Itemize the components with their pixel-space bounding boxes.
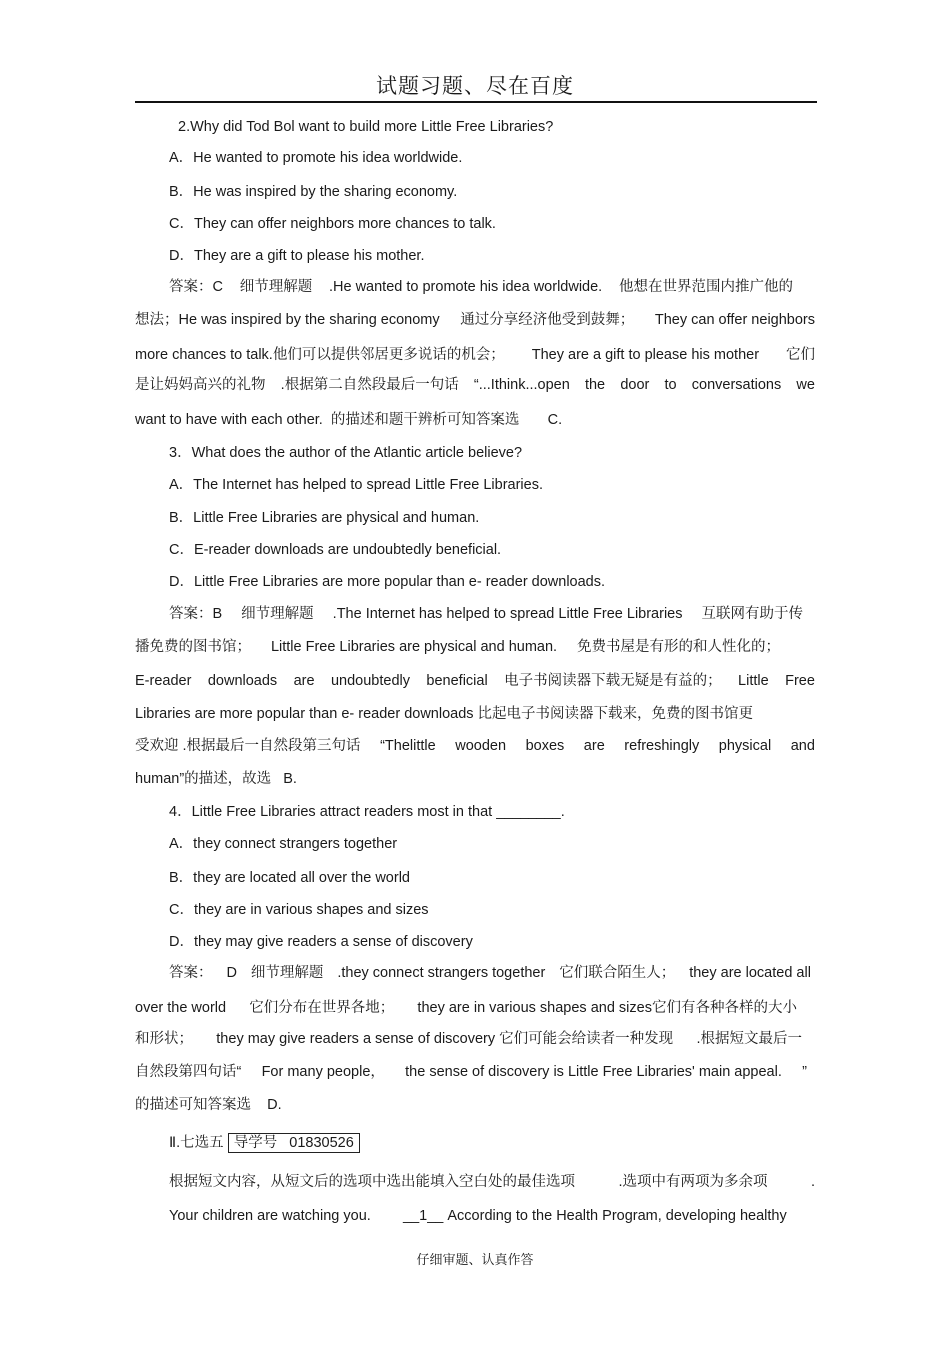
- q3-question: 3．What does the author of the Atlantic article believe?: [169, 445, 523, 461]
- section-2-passage-line: Your children are watching you. __1__ According to the Health Program, developing healthy: [169, 1208, 787, 1224]
- q2-answer-line-1: 答案：C 细节理解题 .He wanted to promote his idea worldwide. 他想在世界范围内推广他的: [169, 279, 793, 295]
- q3-option-d: D．Little Free Libraries are more popular than e- reader downloads.: [169, 574, 606, 590]
- q4-option-d: D．they may give readers a sense of discovery: [169, 934, 473, 950]
- q4-option-a: A．they connect strangers together: [169, 836, 398, 852]
- q2-answer-line-5: want to have with each other. 的描述和题干辨析可知答案选 C.: [135, 412, 563, 428]
- q4-option-b: B．they are located all over the world: [169, 870, 410, 886]
- blank-1: __1__: [403, 1208, 444, 1224]
- section-2-instruction: 根据短文内容，从短文后的选项中选出能填入空白处的最佳选项 .选项中有两项为多余项 .: [169, 1174, 815, 1190]
- q3-answer-line-1: 答案：B 细节理解题 .The Internet has helped to spread Little Free Libraries 互联网有助于传: [169, 606, 803, 622]
- q2-option-a: A．He wanted to promote his idea worldwide.: [169, 150, 463, 166]
- q4-answer-line-5: 的描述可知答案选 D.: [135, 1097, 282, 1113]
- q2-answer-line-2: 想法；He was inspired by the sharing economy 通过分享经济他受到鼓舞； They can offer neighbors: [135, 312, 815, 328]
- q2-question: 2.Why did Tod Bol want to build more Little Free Libraries?: [178, 119, 554, 135]
- q3-option-c: C．E-reader downloads are undoubtedly beneficial.: [169, 542, 502, 558]
- q2-option-b: B．He was inspired by the sharing economy.: [169, 184, 458, 200]
- q3-option-a: A．The Internet has helped to spread Little Free Libraries.: [169, 477, 543, 493]
- q2-option-c: C．They can offer neighbors more chances to talk.: [169, 216, 496, 232]
- page-footer: 仔细审题、认真作答: [416, 1253, 534, 1268]
- q4-option-c: C．they are in various shapes and sizes: [169, 902, 429, 918]
- q4-answer-line-1: 答案： D 细节理解题 .they connect strangers together 它们联合陌生人； they are located all: [169, 965, 811, 981]
- guide-number-box: 导学号 01830526: [228, 1133, 360, 1153]
- page-header-title: 试题习题、尽在百度: [376, 74, 574, 98]
- q4-question: 4．Little Free Libraries attract readers most in that ________.: [169, 804, 565, 820]
- q3-answer-line-3: E-reader downloads are undoubtedly beneficial 电子书阅读器下载无疑是有益的； Little Free: [135, 673, 815, 689]
- q3-option-b: B．Little Free Libraries are physical and human.: [169, 510, 480, 526]
- q3-answer-line-6: human”的描述，故选 B.: [135, 771, 297, 787]
- q4-answer-line-2: over the world 它们分布在世界各地； they are in various shapes and sizes它们有各种各样的大小: [135, 1000, 797, 1016]
- header-divider: [135, 101, 817, 103]
- section-2-heading: Ⅱ.七选五: [169, 1135, 224, 1151]
- q2-option-d: D．They are a gift to please his mother.: [169, 248, 425, 264]
- q2-answer-line-3: more chances to talk.他们可以提供邻居更多说话的机会； They are a gift to please his mother 它们: [135, 347, 815, 363]
- q2-answer-line-4: 是让妈妈高兴的礼物 .根据第二自然段最后一句话 “...Ithink...open the door to conversations we: [135, 377, 815, 393]
- q3-answer-line-2: 播免费的图书馆； Little Free Libraries are physical and human. 免费书屋是有形的和人性化的；: [135, 639, 780, 655]
- section-2-heading-row: [169, 1133, 360, 1153]
- q4-answer-line-3: 和形状； they may give readers a sense of discovery 它们可能会给读者一种发现 .根据短文最后一: [135, 1031, 802, 1047]
- q3-answer-line-5: 受欢迎 .根据最后一自然段第三句话 “Thelittle wooden boxes are refreshingly physical and: [135, 738, 815, 754]
- q3-answer-line-4: Libraries are more popular than e- reader downloads 比起电子书阅读器下载来，免费的图书馆更: [135, 706, 754, 722]
- q4-answer-line-4: 自然段第四句话“ For many people， the sense of discovery is Little Free Libraries' main appeal. ”: [135, 1064, 807, 1080]
